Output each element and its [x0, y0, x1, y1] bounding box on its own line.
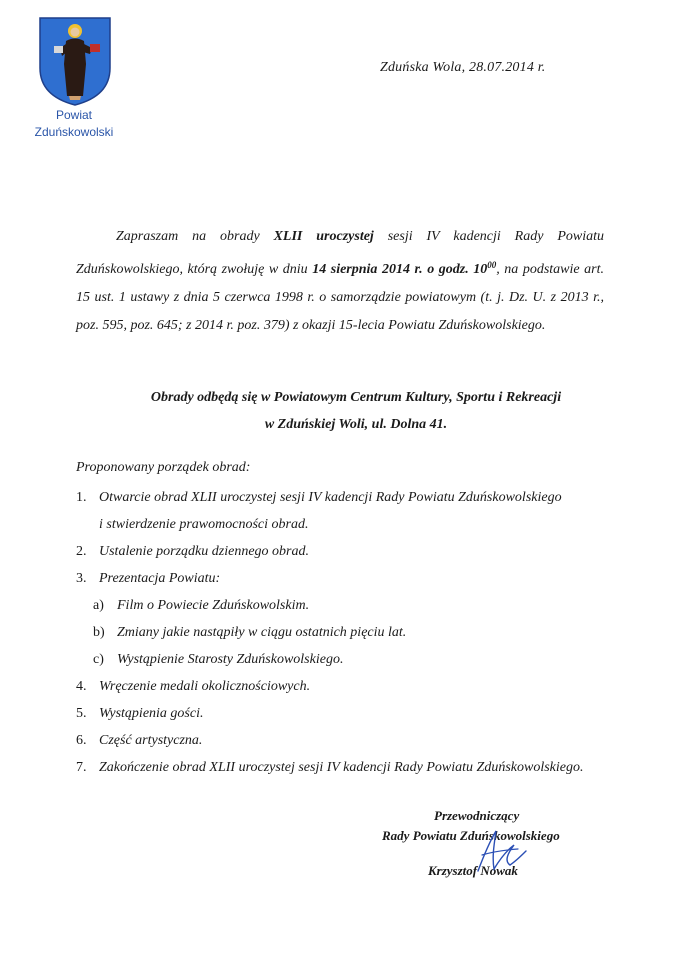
agenda-item-text: Otwarcie obrad XLII uroczystej sesji IV kadencji Rady Powiatu Zduńskowolskiego — [99, 490, 562, 505]
signatory-name: Krzysztof Nowak — [428, 863, 518, 878]
intro-paragraph — [76, 223, 604, 340]
agenda-item-text: Wręczenie medali okolicznościowych. — [99, 679, 311, 694]
intro-text-3: , na podstawie art. 15 ust. 1 ustawy z dnia 5 czerwca 1998 r. o samorządzie powiatowym (t. j. Dz. U. z 2013 r., poz. 595, poz. 645; z 2014 r. poz. 379) z okazji 15-lecia Powiatu Zduńskowolskiego. — [76, 262, 604, 333]
agenda-item-text: Prezentacja Powiatu: — [99, 571, 221, 586]
venue-line-2: w Zduńskiej Woli, ul. Dolna 41. — [264, 417, 448, 432]
session-name: XLII uroczystej — [273, 229, 374, 244]
venue-line-1: Obrady odbędą się w Powiatowym Centrum Kultury, Sportu i Rekreacji — [150, 390, 562, 405]
crest-label-line-1: Powiat — [55, 108, 93, 122]
agenda-subitem-letter: b) — [93, 625, 105, 640]
agenda-subitem-letter: c) — [93, 652, 104, 667]
crest-label — [18, 107, 130, 141]
agenda-item-number: 4. — [76, 679, 87, 694]
signatory-title: Przewodniczący — [434, 808, 520, 823]
agenda-item-number: 7. — [76, 760, 87, 775]
intro-text-1: Zapraszam na obrady — [116, 229, 274, 244]
place-date: Zduńska Wola, 28.07.2014 r. — [380, 60, 546, 75]
session-time-minutes: 00 — [487, 260, 497, 270]
agenda-subitem-text: Film o Powiecie Zduńskowolskim. — [117, 598, 310, 613]
agenda-subitem-text: Wystąpienie Starosty Zduńskowolskiego. — [117, 652, 344, 667]
agenda-item-text: Część artystyczna. — [99, 733, 203, 748]
session-date-time: 14 sierpnia 2014 r. o godz. 10 — [312, 262, 488, 277]
agenda-subitem-letter: a) — [93, 598, 104, 613]
agenda-item-text: Wystąpienia gości. — [99, 706, 204, 721]
agenda-item-number: 6. — [76, 733, 87, 748]
agenda-subitem-text: Zmiany jakie nastąpiły w ciągu ostatnich pięciu lat. — [117, 625, 407, 640]
agenda-item-number: 3. — [76, 571, 87, 586]
coat-of-arms-icon — [36, 14, 114, 108]
agenda-item-text-continued: i stwierdzenie prawomocności obrad. — [99, 517, 309, 532]
signatory-body: Rady Powiatu Zduńskowolskiego — [382, 828, 560, 843]
agenda-item-number: 5. — [76, 706, 87, 721]
agenda-item-number: 1. — [76, 490, 87, 505]
crest-label-line-2: Zduńskowolski — [34, 125, 114, 139]
agenda-title: Proponowany porządek obrad: — [76, 460, 251, 475]
agenda-item-text: Zakończenie obrad XLII uroczystej sesji IV kadencji Rady Powiatu Zduńskowolskiego. — [99, 760, 584, 775]
intro-text-2: sesji IV kadencji Rady Powiatu Zduńskowolskiego, którą zwołuję w dniu — [76, 229, 604, 277]
handwritten-signature-icon — [470, 825, 530, 877]
venue-notice — [76, 384, 636, 438]
agenda-item-number: 2. — [76, 544, 87, 559]
agenda-item-text: Ustalenie porządku dziennego obrad. — [99, 544, 309, 559]
